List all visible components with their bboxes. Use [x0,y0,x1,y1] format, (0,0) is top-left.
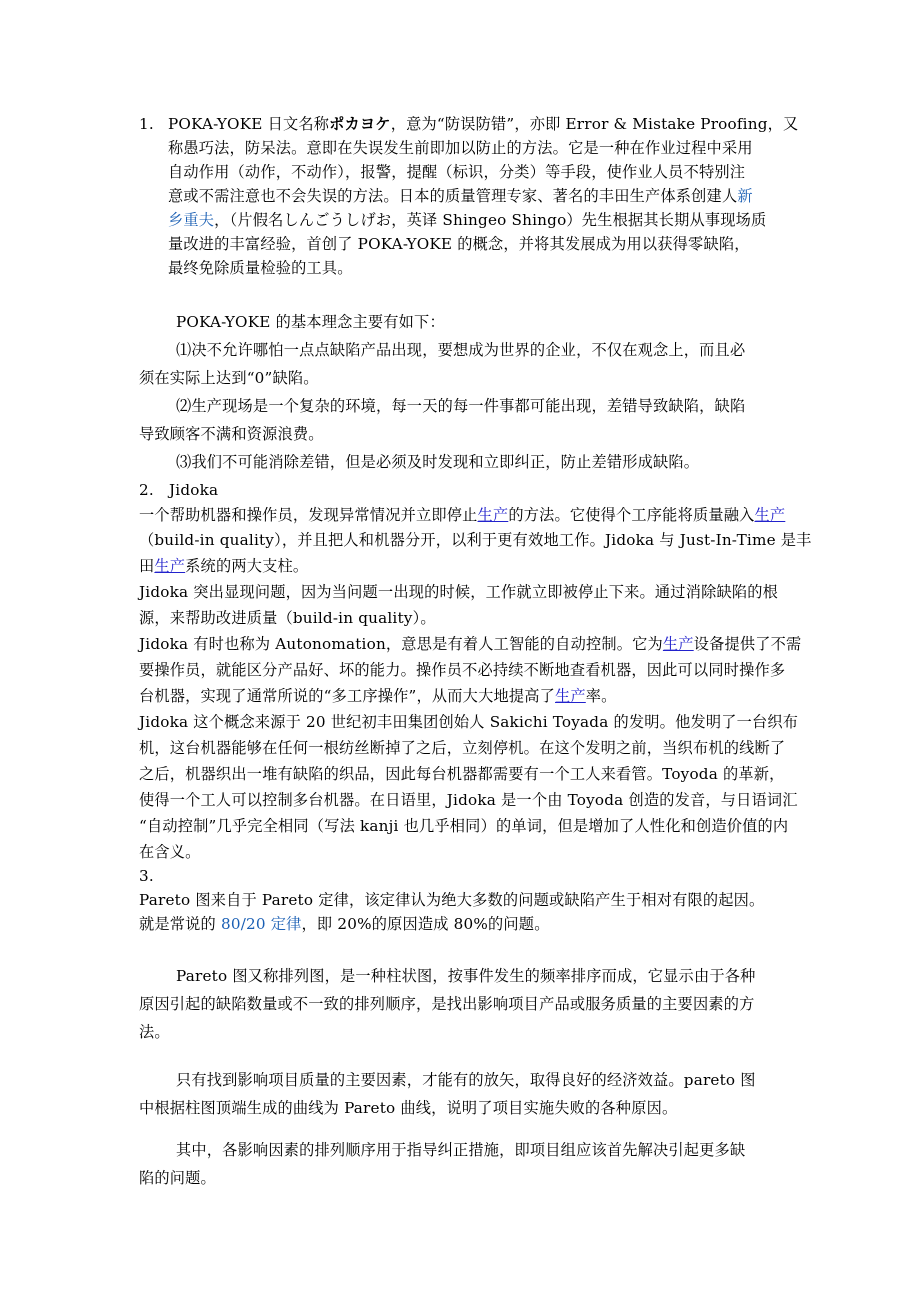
section-1-line-1: POKA-YOKE 日文名称ポカヨケ，意为“防误防错”，亦即 Error & Mistake Proofing，又 [168,115,799,133]
production-link[interactable]: 生产 [555,687,586,705]
section-1-line-3: 自动作用（动作，不动作），报警，提醒（标识，分类）等手段，使作业人员不特别注 [168,163,746,181]
pareto-line-1: Pareto 图来自于 Pareto 定律，该定律认为绝大多数的问题或缺陷产生于相对有限的起因。 [139,891,765,909]
pareto-para-2-line-2: 中根据柱图顶端生成的曲线为 Pareto 曲线，说明了项目实施失败的各种原因。 [139,1099,678,1117]
jidoka-line-5: 源，来帮助改进质量（build-in quality）。 [139,609,436,627]
production-link[interactable]: 生产 [662,635,694,653]
pareto-para-3-line-1: 其中，各影响因素的排列顺序用于指导纠正措施，即项目组应该首先解决引起更多缺 [176,1141,746,1159]
section-1-line-4: 意或不需注意也不会失误的方法。日本的质量管理专家、著名的丰田生产体系创建人新 [168,187,753,205]
jidoka-line-10: 机，这台机器能够在任何一根纺丝断掉了之后，立刻停机。在这个发明之前，当织布机的线断了 [139,739,786,757]
jidoka-line-13: “自动控制”几乎完全相同（写法 kanji 也几乎相同）的单词，但是增加了人性化和创造价值的内 [139,817,789,835]
jidoka-line-8: 台机器，实现了通常所说的“多工序操作”，从而大大地提高了生产率。 [139,687,617,705]
jidoka-line-2: （build-in quality），并且把人和机器分开，以利于更有效地工作。Jidoka 与 Just-In-Time 是丰 [139,531,812,549]
jidoka-line-12: 使得一个工人可以控制多台机器。在日语里，Jidoka 是一个由 Toyoda 创造的发音，与日语词汇 [139,791,798,809]
shingo-name-link-part2[interactable]: 乡重夫 [168,211,215,229]
jidoka-line-6: Jidoka 有时也称为 Autonomation，意思是有着人工智能的自动控制。它为生产设备提供了不需 [139,635,802,653]
section-3-number: 3. [139,867,154,885]
pareto-para-1-line-3: 法。 [139,1023,170,1041]
production-link[interactable]: 生产 [754,506,786,524]
production-link[interactable]: 生产 [154,557,186,575]
section-1-line-5: 乡重夫，（片假名しんごうしげお，英译 Shingeo Shingo）先生根据其长期从事现场质 [168,211,767,229]
pareto-para-3-line-2: 陷的问题。 [139,1169,216,1187]
concept-2-line-2: 导致顾客不满和资源浪费。 [139,425,324,443]
concept-1-line-1: ⑴决不允许哪怕一点点缺陷产品出现，要想成为世界的企业，不仅在观念上，而且必 [176,341,746,359]
section-1-line-2: 称愚巧法，防呆法。意即在失误发生前即加以防止的方法。它是一种在作业过程中采用 [168,139,753,157]
section-1-line-6: 量改进的丰富经验，首创了 POKA-YOKE 的概念，并将其发展成为用以获得零缺陷， [168,235,750,253]
pareto-line-2: 就是常说的 80/20 定律，即 20%的原因造成 80%的问题。 [139,915,550,933]
pareto-law-link[interactable]: 80/20 定律 [220,915,302,933]
jidoka-line-3: 田生产系统的两大支柱。 [139,557,309,575]
pareto-para-1-line-1: Pareto 图又称排列图，是一种柱状图，按事件发生的频率排序而成，它显示由于各种 [176,967,756,985]
pareto-para-1-line-2: 原因引起的缺陷数量或不一致的排列顺序，是找出影响项目产品或服务质量的主要因素的方 [139,995,755,1013]
concept-3: ⑶我们不可能消除差错，但是必须及时发现和立即纠正，防止差错形成缺陷。 [176,453,700,471]
jidoka-line-14: 在含义。 [139,843,201,861]
section-1-line-7: 最终免除质量检验的工具。 [168,259,353,277]
section-1-number: 1. [139,115,154,133]
jidoka-line-9: Jidoka 这个概念来源于 20 世纪初丰田集团创始人 Sakichi Toyada 的发明。他发明了一台织布 [139,713,799,731]
concept-2-line-1: ⑵生产现场是一个复杂的环境，每一天的每一件事都可能出现，差错导致缺陷，缺陷 [176,397,746,415]
production-link[interactable]: 生产 [477,506,509,524]
jidoka-line-11: 之后，机器织出一堆有缺陷的织品，因此每台机器都需要有一个工人来看管。Toyoda 的革新， [139,765,785,783]
jidoka-line-7: 要操作员，就能区分产品好、坏的能力。操作员不必持续不断地查看机器，因此可以同时操作多 [139,661,786,679]
pareto-para-2-line-1: 只有找到影响项目质量的主要因素，才能有的放矢，取得良好的经济效益。pareto 图 [176,1071,756,1089]
section-2-heading: 2. Jidoka [139,481,219,499]
jidoka-line-1: 一个帮助机器和操作员，发现异常情况并立即停止生产的方法。它使得个工序能将质量融入生产 [139,506,786,524]
basic-concept-title: POKA-YOKE 的基本理念主要有如下： [176,313,445,331]
concept-1-line-2: 须在实际上达到“0”缺陷。 [139,369,319,387]
shingo-name-link-part1[interactable]: 新 [737,187,753,205]
jidoka-line-4: Jidoka 突出显现问题，因为当问题一出现的时候，工作就立即被停止下来。通过消除缺陷的根 [139,583,779,601]
